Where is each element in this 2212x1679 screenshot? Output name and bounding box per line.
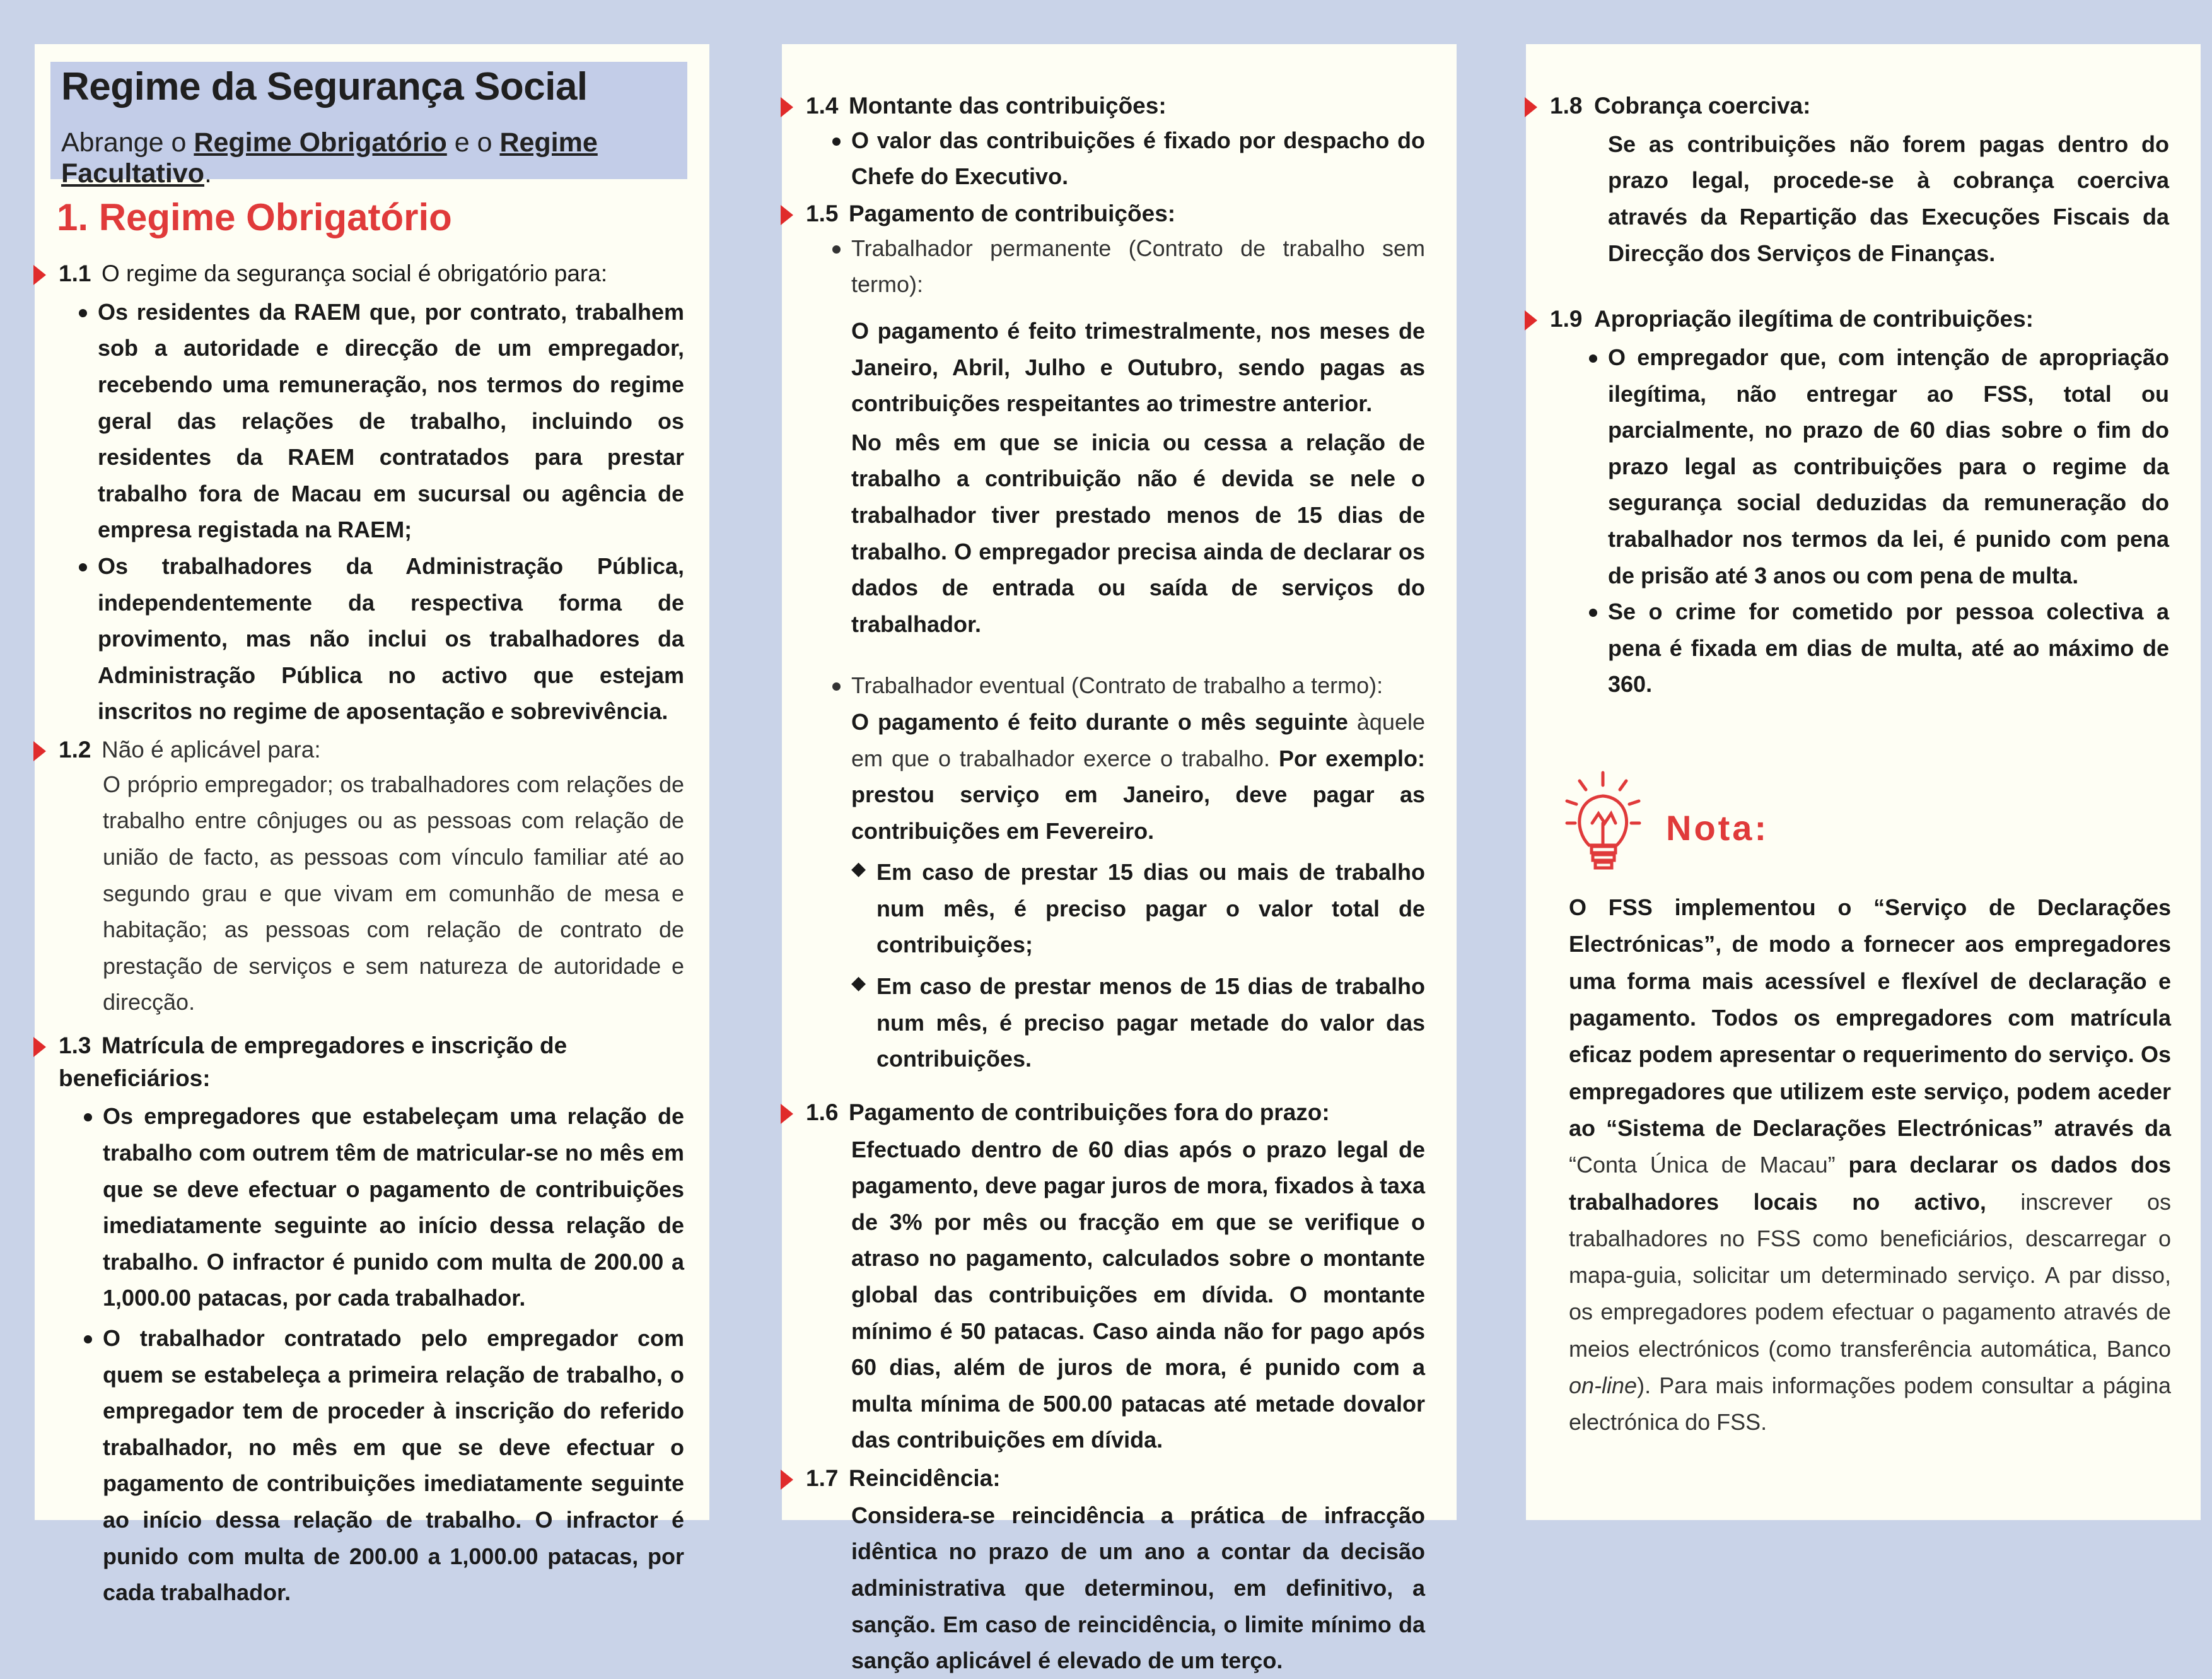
list-item-text: Trabalhador permanente (Contrato de trabalho sem termo): — [851, 235, 1425, 298]
diamond-icon: ◆ — [851, 973, 866, 994]
arrow-icon — [781, 1470, 793, 1490]
section-number: 1.3 — [59, 1032, 91, 1058]
eventual-text-light: àquele em que o trabalhador exerce o trabalho. — [851, 708, 1425, 771]
subtitle-link-facultativo: Regime Facultativo — [61, 127, 598, 189]
list-item-text: Os residentes da RAEM que, por contrato, trabalhem sob a autoridade e direcção de um empregador, recebendo uma remuneração, nos termos do regime geral das relações de trabalho, incluindo os residentes da RAEM contratados para prestar trabalho fora de Macau em sucursal ou agência de empresa registada na RAEM; — [98, 298, 684, 543]
nota-text — [1569, 889, 2171, 1441]
eventual-text — [851, 704, 1425, 849]
panel-left — [35, 44, 709, 1606]
list-item — [851, 968, 1425, 1077]
nota-label: Nota: — [1666, 808, 1769, 848]
list-item-text: O empregador que, com intenção de apropriação ilegítima, não entregar ao FSS, total ou parcialmente, no prazo de 60 dias sobre o fim do prazo legal as contribuições para o regime da segurança social deduzidas da remuneração do trabalhador nos termos da lei, é punido com pena de prisão até 3 anos ou com pena de multa. — [1608, 344, 2169, 588]
arrow-icon — [1525, 310, 1537, 331]
section-1-9-heading — [1526, 303, 2169, 336]
section-title-text: Montante das contribuições: — [849, 93, 1167, 119]
panel-right — [1526, 44, 2201, 1520]
bullet-icon — [832, 245, 841, 254]
section-1-7-heading — [782, 1462, 1425, 1495]
bullet-icon — [79, 309, 87, 317]
list-item — [851, 122, 1425, 195]
section-title-text: Reincidência: — [849, 1465, 1001, 1491]
section-title-text: Cobrança coerciva: — [1594, 93, 1811, 119]
nota-text-bold-2: para declarar os dados dos trabalhadores locais no activo, — [1569, 1152, 2171, 1215]
page-subtitle — [61, 127, 709, 189]
lightbulb-icon — [1564, 769, 1652, 877]
nota-text-conta: “Conta Única de Macau” — [1569, 1152, 1836, 1178]
nota-text-bold: O FSS implementou o “Serviço de Declarações Electrónicas”, de modo a fornecer aos empregadores uma forma mais acessível e flexível de declaração e pagamento. Todos os empregadores com matrícula eficaz podem apresentar o requerimento do serviço. Os empregadores que utilizem este serviço, podem aceder ao “Sistema de Declarações Electrónicas” através da — [1569, 894, 2171, 1141]
list-item-text: Em caso de prestar menos de 15 dias de trabalho num mês, é preciso pagar metade do valor das contribuições. — [876, 973, 1425, 1072]
list-item-text: Trabalhador eventual (Contrato de trabalho a termo): — [851, 672, 1383, 699]
list-item-text: Os empregadores que estabeleçam uma relação de trabalho com outrem têm de matricular-se no mês em que se deve efectuar o pagamento de contribuições imediatamente seguinte ao início dessa relação de trabalho. O infractor é punido com multa de 200.00 a 1,000.00 patacas, por cada trabalhador. — [103, 1103, 684, 1311]
nota-text-light: inscrever os trabalhadores no FSS como beneficiários, descarregar o mapa-guia, solicitar um determinado serviço. A par disso, os empregadores podem efectuar o pagamento através de meios electrónicos (como transferência automática, Banco — [1569, 1188, 2171, 1362]
arrow-icon — [33, 741, 46, 761]
arrow-icon — [781, 205, 793, 225]
subtitle-link-obrigatorio: Regime Obrigatório — [194, 127, 447, 158]
permanent-text-1: O pagamento é feito trimestralmente, nos meses de Janeiro, Abril, Julho e Outubro, sendo pagas as contribuições respeitantes ao trimestre anterior. — [851, 317, 1425, 417]
section-1-8-text: Se as contribuições não forem pagas dentro do prazo legal, procede-se à cobrança coerciva através da Repartição das Execuções Fiscais da Direcção dos Serviços de Finanças. — [1608, 131, 2169, 266]
section-number: 1.6 — [806, 1099, 839, 1125]
section-1-7-text: Considera-se reincidência a prática de infracção idêntica no prazo de um ano a contar da decisão administrativa que determinou, em definitivo, a sanção. Em caso de reincidência, o limite mínimo da sanção aplicável é elevado de um terço. — [851, 1502, 1425, 1674]
bullet-icon — [832, 682, 841, 691]
bullet-icon — [832, 137, 841, 146]
section-1-2-heading — [35, 734, 684, 766]
list-item-text: O valor das contribuições é fixado por despacho do Chefe do Executivo. — [851, 127, 1425, 190]
arrow-icon — [781, 97, 793, 117]
page-title: Regime da Segurança Social — [61, 65, 588, 108]
diamond-icon: ◆ — [851, 858, 866, 880]
subtitle-mid: e o — [446, 127, 500, 158]
section-1-8-heading — [1526, 90, 2169, 122]
section-title-text: Pagamento de contribuições: — [849, 200, 1176, 226]
section-1-3-heading — [35, 1029, 684, 1095]
panel-middle — [782, 44, 1457, 1674]
section-number: 1.5 — [806, 200, 839, 226]
subtitle-suffix: . — [204, 158, 212, 189]
section-title-text: Matrícula de empregadores e inscrição de beneficiários: — [59, 1032, 568, 1091]
arrow-icon — [33, 1037, 46, 1057]
arrow-icon — [33, 265, 46, 285]
eventual-text-bold: O pagamento é feito durante o mês seguinte — [851, 708, 1348, 735]
bullet-icon — [84, 1335, 92, 1343]
section-1-6-heading — [782, 1096, 1425, 1129]
bullet-icon — [79, 563, 87, 571]
section-number: 1.4 — [806, 93, 839, 119]
section-1-1-heading — [35, 257, 684, 290]
section-number: 1.8 — [1550, 93, 1583, 119]
section-1-6-text: Efectuado dentro de 60 dias após o prazo legal de pagamento, deve pagar juros de mora, fixados à taxa de 3% por mês ou fracção em que se verifique o atraso no pagamento, calculados sobre o montante global das contribuições em dívida. O montante mínimo é 50 patacas. Caso ainda não for pago após 60 dias, além de juros de mora, é punido com a multa mínima de 500.00 patacas até metade dovalor das contribuições em dívida. — [851, 1136, 1425, 1453]
section-number: 1.7 — [806, 1465, 839, 1491]
list-item — [851, 667, 1425, 704]
list-item-text: Os trabalhadores da Administração Pública, independentemente da respectiva forma de provimento, mas não inclui os trabalhadores da Administração Pública no activo que estejam inscritos no regime de aposentação e sobrevivência. — [98, 553, 684, 725]
section-number: 1.1 — [59, 260, 91, 286]
list-item — [1608, 339, 2169, 594]
list-item — [851, 854, 1425, 963]
section-1-4-heading — [782, 90, 1425, 122]
list-item — [851, 230, 1425, 303]
list-item — [103, 1098, 684, 1316]
section-1-5-heading — [782, 197, 1425, 230]
arrow-icon — [781, 1104, 793, 1124]
list-item — [1608, 594, 2169, 703]
list-item — [98, 294, 684, 548]
bullet-icon — [1589, 609, 1597, 617]
section-title-text: Não é aplicável para: — [102, 736, 321, 763]
list-item — [103, 1320, 684, 1611]
arrow-icon — [1525, 97, 1537, 117]
section-number: 1.9 — [1550, 306, 1583, 332]
eventual-text-example: Por exemplo: prestou serviço em Janeiro, deve pagar as contribuições em Fevereiro. — [851, 745, 1425, 844]
section-1-2-text: O próprio empregador; os trabalhadores com relações de trabalho entre cônjuges ou as pessoas com relação de união de facto, as pessoas com vínculo familiar até ao segundo grau e que vivam em comunhão de mesa e habitação; as pessoas com relação de contrato de prestação de serviços e sem natureza de autoridade e direcção. — [103, 771, 684, 1015]
bullet-icon — [1589, 354, 1597, 363]
section-number: 1.2 — [59, 736, 91, 763]
list-item — [98, 548, 684, 730]
subtitle-prefix: Abrange o — [61, 127, 194, 158]
section-title-text: Apropriação ilegítima de contribuições: — [1594, 306, 2034, 332]
section-title-text: Pagamento de contribuições fora do prazo: — [849, 1099, 1330, 1125]
list-item-text: Se o crime for cometido por pessoa colectiva a pena é fixada em dias de multa, até ao máximo de 360. — [1608, 599, 2169, 698]
nota-text-end: ). Para mais informações podem consultar a página electrónica do FSS. — [1569, 1372, 2171, 1436]
list-item-text: Em caso de prestar 15 dias ou mais de trabalho num mês, é preciso pagar o valor total de contribuições; — [876, 859, 1425, 958]
list-item-text: O trabalhador contratado pelo empregador com quem se estabeleça a primeira relação de trabalho, o empregador tem de proceder à inscrição do referido trabalhador, no mês em que se deve efectuar o pagamento de contribuições imediatamente seguinte ao início dessa relação de trabalho. O infractor é punido com multa de 200.00 a 1,000.00 patacas, por cada trabalhador. — [103, 1325, 684, 1606]
section-title: 1. Regime Obrigatório — [57, 196, 452, 238]
section-title-text: O regime da segurança social é obrigatório para: — [102, 260, 608, 286]
bullet-icon — [84, 1113, 92, 1121]
nota-text-italic: on-line — [1569, 1372, 1638, 1399]
permanent-text-2: No mês em que se inicia ou cessa a relação de trabalho a contribuição não é devida se nele o trabalhador tiver prestado menos de 15 dias de trabalho. O empregador precisa ainda de declarar os dados de entrada ou saída de serviços do trabalhador. — [851, 429, 1425, 637]
